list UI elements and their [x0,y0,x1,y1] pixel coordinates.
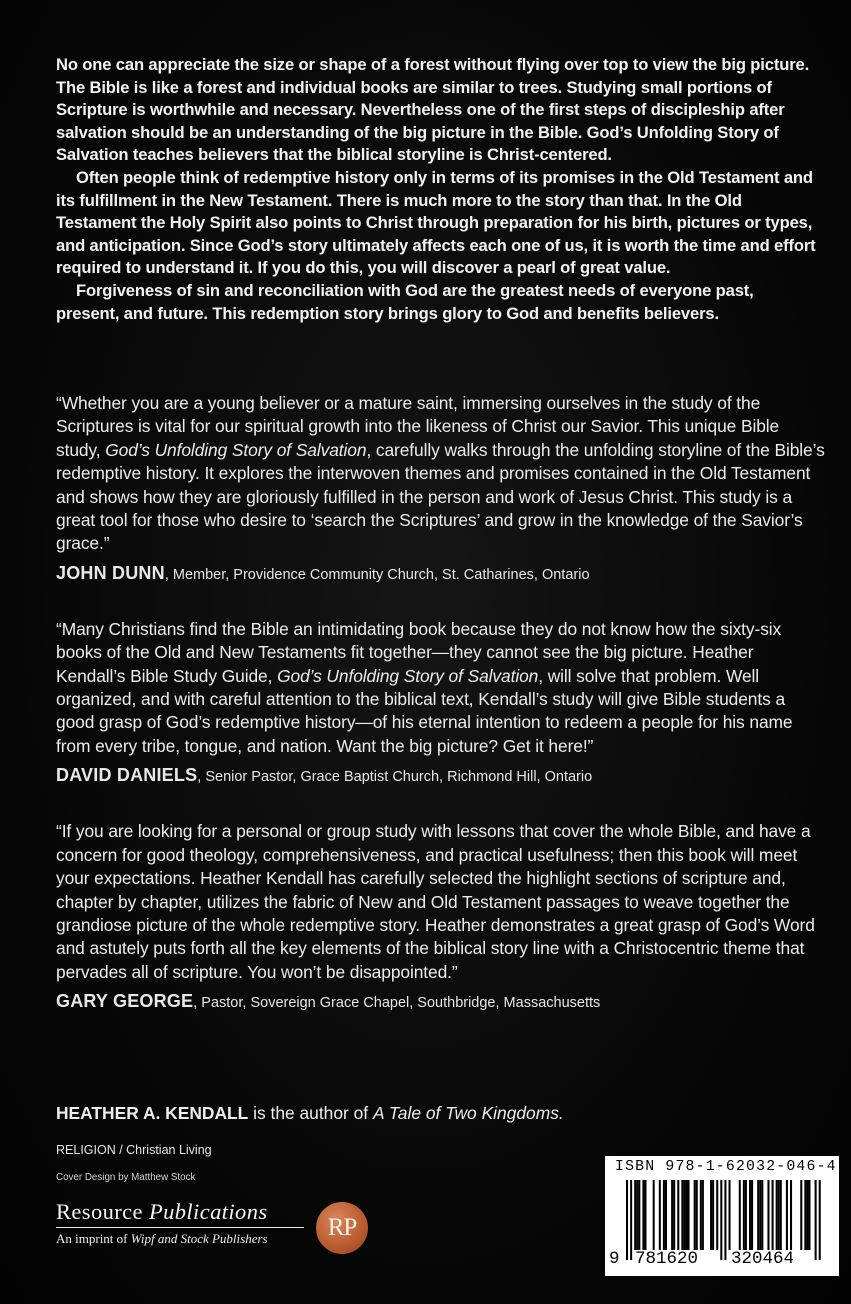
endorsement-david-daniels [56,618,826,786]
other-book-title: A Tale of Two Kingdoms. [372,1103,564,1123]
cover-design-credit: Cover Design by Matthew Stock [56,1172,196,1183]
barcode-bar [642,1180,644,1250]
barcode-digits-right: 320464 [731,1249,795,1269]
barcode-bar [716,1180,718,1250]
barcode-bar [808,1180,810,1250]
endorser-affiliation: , Senior Pastor, Grace Baptist Church, Richmond Hill, Ontario [197,769,593,786]
barcode-bar [696,1180,698,1250]
barcode-bar [800,1180,802,1250]
endorsement-quote: “If you are looking for a personal or group study with lessons that cover the whole Bible, and have a concern for good theology, comprehensiveness, and practical usefulness; then this book will meet your expectations. Heather Kendall has carefully selected the highlight sections of scripture and, chapter by chapter, utilizes the fabric of New and Old Testament passages to weave together the grandiose picture of the whole redemptive story. Heather demonstrates a great grasp of God’s Word and astutely puts forth all the key elements of the biblical story line with a Christocentric theme that pervades all of scripture. You won’t be disappointed.” [56,821,815,982]
endorsement-attribution [56,563,826,584]
barcode-bar [772,1180,774,1250]
publisher-divider [56,1227,304,1228]
author-bio: HEATHER A. KENDALL is the author of A Tale of Two Kingdoms. [56,1103,564,1123]
endorser-name: DAVID DANIELS [56,765,198,786]
barcode-bar [767,1180,769,1250]
barcode-bar [806,1180,808,1250]
barcode-bar [757,1180,759,1250]
endorsement-attribution [56,765,826,786]
barcode-bar [729,1180,731,1250]
barcode-bar [673,1180,675,1250]
barcode-bar [644,1180,646,1250]
barcode-bar [790,1180,792,1250]
barcode-bar [778,1180,780,1250]
endorser-affiliation: , Pastor, Sovereign Grace Chapel, Southbridge, Massachusetts [193,995,601,1012]
barcode-bar [681,1180,683,1250]
barcode-bar [751,1180,753,1250]
barcode-bar [665,1180,667,1250]
barcode-bar [677,1180,679,1250]
barcode-bar [786,1180,788,1250]
barcode-bar [749,1180,751,1250]
barcode-digits-left: 781620 [635,1249,699,1269]
book-title-italic: God’s Unfolding Story of Salvation [105,439,367,460]
barcode-bar [671,1180,673,1250]
barcode-bar [636,1180,638,1250]
blurb-paragraph-1: No one can appreciate the size or shape of a forest without flying over top to view the big picture. The Bible is like a forest and individual books are similar to trees. Studying small portions of Scripture is worthwhile and necessary. Nevertheless one of the first steps of discipleship after salvation should be an understanding of the big picture in the Bible. God’s Unfolding Story of Salvation teaches believers that the biblical storyline is Christ-centered. [56,55,810,165]
book-title-italic: God’s Unfolding Story of Salvation [277,665,539,686]
barcode-bar [685,1180,687,1250]
barcode-digit-lead: 9 [609,1249,620,1269]
barcode-bar [815,1180,817,1260]
barcode-bar [776,1180,778,1250]
back-cover-blurb [56,54,816,325]
rp-logo-icon: RP [316,1202,368,1254]
barcode-bar [739,1180,741,1250]
endorsements [56,392,826,1046]
blurb-paragraph-2: Often people think of redemptive history only in terms of its promises in the Old Testament and its fulfillment in the New Testament. There is much more to the story than that. In the Old Testament the Holy Spirit also points to Christ through preparation for his birth, pictures or types, and anticipation. Since God’s story ultimately affects each one of us, it is worth the time and effort required to understand it. If you do this, you will discover a pearl of great value. [56,167,816,278]
barcode-bar [819,1180,821,1260]
blurb-paragraph-3: Forgiveness of sin and reconciliation with God are the greatest needs of everyone past, present, and future. This redemption story brings glory to God and benefits believers. [56,280,754,323]
barcode-digits [605,1249,839,1273]
barcode-bar [780,1180,782,1250]
endorsement-quote: “Whether you are a young believer or a mature saint, immersing ourselves in the study of the Scriptures is vital for our spiritual growth into the likeness of Christ our Savior. This unique Bible study, God’s Unfolding Story of Salvation, carefully walks through the unfolding storyline of the Bible’s redemptive history. It explores the interwoven themes and promises contained in the Old Testament and shows how they are gloriously fulfilled in the person and work of Jesus Christ. This study is a great tool for those who desire to ‘search the Scriptures’ and grow in the knowledge of the Savior’s grace.” [56,393,825,554]
barcode-bar [710,1180,712,1250]
barcode-bar [659,1180,661,1250]
endorser-name: GARY GEORGE [56,991,194,1012]
publisher-imprint: An imprint of Wipf and Stock Publishers [56,1231,268,1246]
barcode-bar [688,1180,690,1250]
barcode-bar [743,1180,745,1250]
barcode-bar [759,1180,761,1250]
barcode-bar [694,1180,696,1250]
barcode-bar [663,1180,665,1250]
barcode-bar [638,1180,640,1250]
endorsement-attribution [56,991,826,1012]
endorsement-gary-george [56,820,826,1012]
barcode-bar [804,1180,806,1250]
barcode-bar [683,1180,685,1250]
endorser-name: JOHN DUNN [56,562,165,583]
barcode-bar [653,1180,655,1250]
isbn-label: ISBN 978-1-62032-046-4 [615,1159,837,1175]
barcode-bar [745,1180,747,1250]
barcode-bar [712,1180,714,1250]
barcode-bar [630,1180,632,1260]
barcode-bar [702,1180,704,1250]
barcode-bar [724,1180,726,1260]
endorsement-john-dunn [56,392,826,584]
endorser-affiliation: , Member, Providence Community Church, St. Catharines, Ontario [164,566,590,583]
publisher-name: Resource Publications [56,1199,268,1224]
endorsement-quote: “Many Christians find the Bible an intimidating book because they do not know how the sixty-six books of the Old and New Testaments fit together—they cannot see the big picture. Heather Kendall’s Bible Study Guide, God’s Unfolding Story of Salvation, will solve that problem. Well organized, and with careful attention to the biblical text, Kendall’s study will give Bible students a good grasp of God’s redemptive history—of his eternal intention to redeem a people for his name from every tribe, tongue, and nation. Want the big picture? Get it here!” [56,618,793,756]
author-name: HEATHER A. KENDALL [56,1103,249,1123]
isbn-barcode [605,1156,839,1276]
book-category: RELIGION / Christian Living [56,1143,212,1157]
barcode-bar [626,1180,628,1260]
barcode-bar [700,1180,702,1250]
barcode-bar [761,1180,763,1250]
barcode-bar [720,1180,722,1260]
barcode-bar [634,1180,636,1250]
